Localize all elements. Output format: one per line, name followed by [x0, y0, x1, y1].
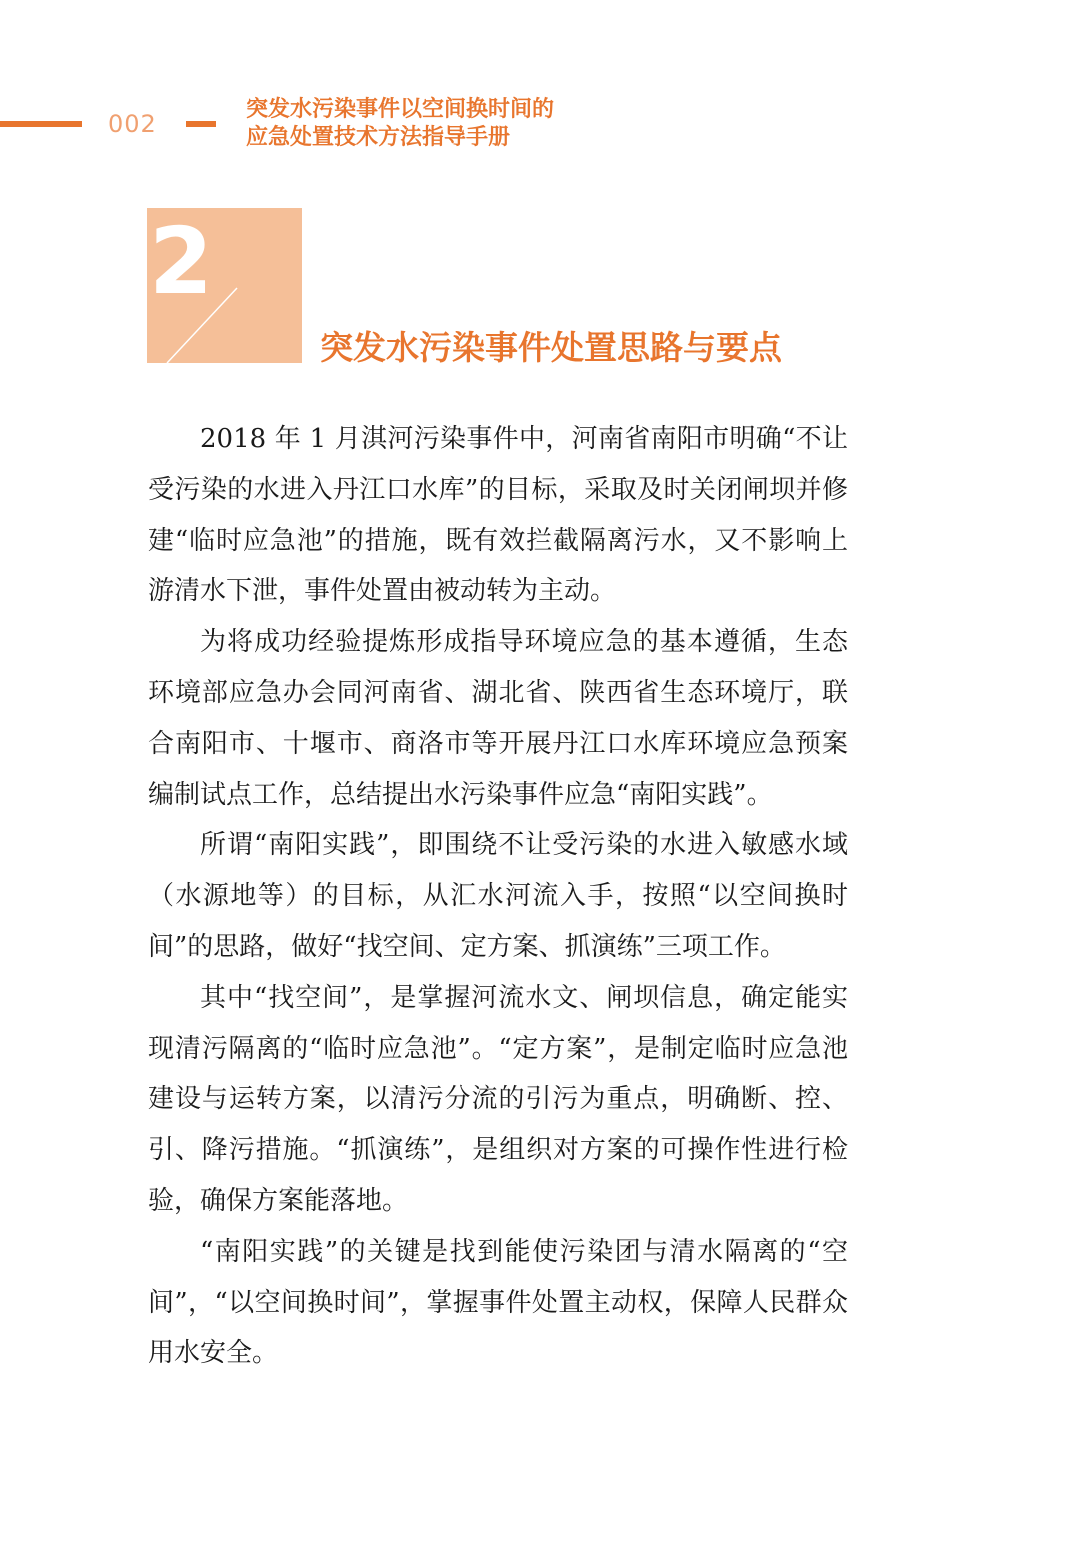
- body-text: [148, 414, 848, 1379]
- paragraph: “南阳实践”的关键是找到能使污染团与清水隔离的“空间”，“以空间换时间”，掌握事件处置主动权，保障人民群众用水安全。: [148, 1236, 848, 1369]
- chapter-number: 2: [149, 208, 214, 315]
- paragraph: 2018 年 1 月淇河污染事件中，河南省南阳市明确“不让受污染的水进入丹江口水库”的目标，采取及时关闭闸坝并修建“临时应急池”的措施，既有效拦截隔离污水，又不影响上游清水下泄，事件处置由被动转为主动。: [148, 424, 848, 607]
- paragraph: 其中“找空间”，是掌握河流水文、闸坝信息，确定能实现清污隔离的“临时应急池”。“定方案”，是制定临时应急池建设与运转方案，以清污分流的引污为重点，明确断、控、引、降污措施。“抓演练”，是组织对方案的可操作性进行检验，确保方案能落地。: [148, 982, 848, 1216]
- book-title: [246, 96, 554, 152]
- book-title-line-2: 应急处置技术方法指导手册: [246, 125, 511, 150]
- book-title-line-1: 突发水污染事件以空间换时间的: [246, 97, 555, 122]
- chapter-number-box: [147, 208, 302, 363]
- header-rule-left: [0, 121, 82, 127]
- page-number: 002: [108, 110, 157, 138]
- paragraph: 所谓“南阳实践”，即围绕不让受污染的水进入敏感水域（水源地等）的目标，从汇水河流入手，按照“以空间换时间”的思路，做好“找空间、定方案、抓演练”三项工作。: [148, 830, 848, 962]
- paragraph: 为将成功经验提炼形成指导环境应急的基本遵循，生态环境部应急办会同河南省、湖北省、陕西省生态环境厅，联合南阳市、十堰市、商洛市等开展丹江口水库环境应急预案编制试点工作，总结提出水污染事件应急“南阳实践”。: [148, 627, 848, 810]
- header-rule-middle: [186, 121, 216, 127]
- chapter-title: 突发水污染事件处置思路与要点: [320, 328, 782, 367]
